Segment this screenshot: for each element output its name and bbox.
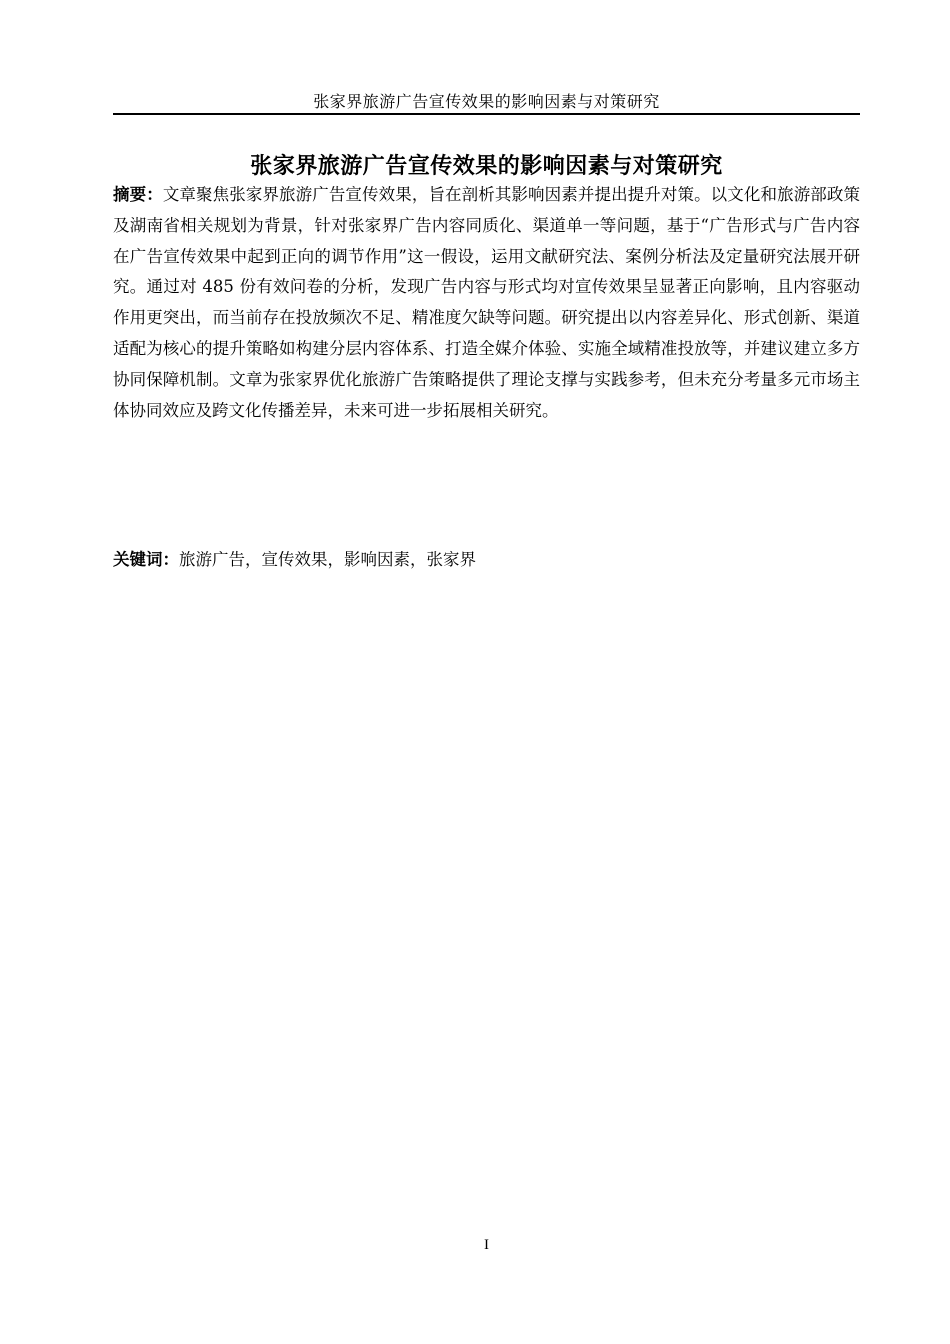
abstract-label: 摘要：: [113, 185, 163, 204]
running-header: 张家界旅游广告宣传效果的影响因素与对策研究: [313, 92, 660, 111]
keywords-label: 关键词：: [113, 550, 179, 569]
keywords-text: 旅游广告，宣传效果，影响因素，张家界: [179, 550, 476, 569]
abstract-paragraph: [113, 180, 860, 426]
keywords-line: [113, 545, 860, 576]
document-title: 张家界旅游广告宣传效果的影响因素与对策研究: [250, 154, 723, 179]
page-number: I: [484, 1237, 489, 1253]
header-divider: [113, 113, 860, 115]
abstract-text: 文章聚焦张家界旅游广告宣传效果，旨在剖析其影响因素并提出提升对策。以文化和旅游部政策及湖南省相关规划为背景，针对张家界广告内容同质化、渠道单一等问题，基于“广告形式与广告内容在广告宣传效果中起到正向的调节作用”这一假设，运用文献研究法、案例分析法及定量研究法展开研究。通过对 485 份有效问卷的分析，发现广告内容与形式均对宣传效果呈显著正向影响，且内容驱动作用更突出，而当前存在投放频次不足、精准度欠缺等问题。研究提出以内容差异化、形式创新、渠道适配为核心的提升策略如构建分层内容体系、打造全媒介体验、实施全域精准投放等，并建议建立多方协同保障机制。文章为张家界优化旅游广告策略提供了理论支撑与实践参考，但未充分考量多元市场主体协同效应及跨文化传播差异，未来可进一步拓展相关研究。: [113, 185, 861, 420]
